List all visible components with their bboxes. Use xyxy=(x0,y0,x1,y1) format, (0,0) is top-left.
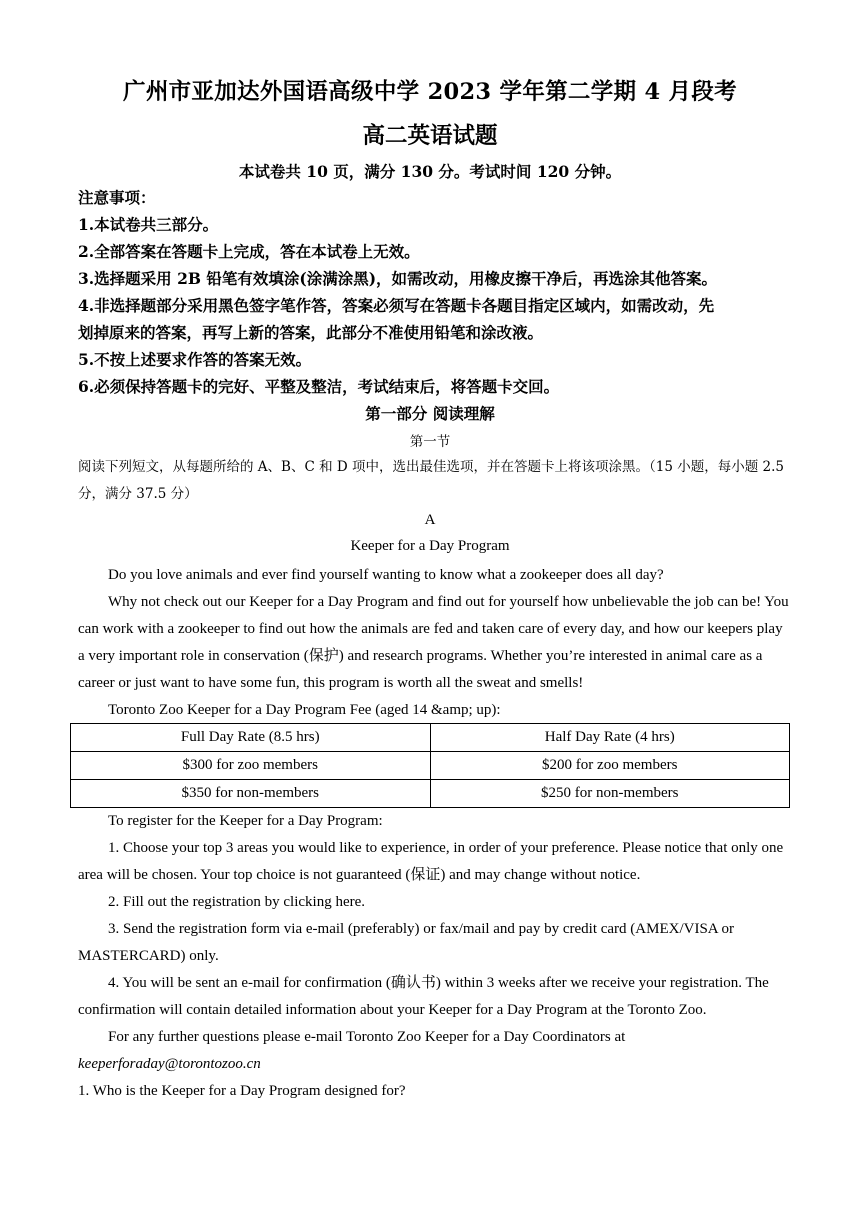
notes-heading: 注意事项： xyxy=(78,188,156,207)
note-item: 6.必须保持答题卡的完好、平整及整洁，考试结束后，将答题卡交回。 xyxy=(78,377,560,396)
table-cell: $300 for zoo members xyxy=(71,752,431,780)
passage-title: Keeper for a Day Program xyxy=(350,538,510,554)
table-cell: $350 for non-members xyxy=(71,780,431,808)
exam-title: 广州市亚加达外国语高级中学 2023 学年第二学期 4 月段考 xyxy=(123,79,737,105)
contact-text: For any further questions please e-mail Toronto Zoo Keeper for a Day Coordinators at xyxy=(108,1029,626,1045)
register-step: 1. Choose your top 3 areas you would like to experience, in order of your preference. Please notice that only one area will be chosen. Your top choice is not guaranteed (保证) and may change without notice. xyxy=(78,840,784,883)
register-step: 3. Send the registration form via e-mail (preferably) or fax/mail and pay by credit card (AMEX/VISA or MASTERCARD) only. xyxy=(78,921,735,964)
note-item: 划掉原来的答案，再写上新的答案，此部分不准使用铅笔和涂改液。 xyxy=(78,323,544,342)
section-instruction: 阅读下列短文，从每题所给的 A、B、C 和 D 项中，选出最佳选项，并在答题卡上将该项涂黑。（15 小题，每小题 2.5 分，满分 37.5 分） xyxy=(78,459,784,502)
table-cell: $250 for non-members xyxy=(430,780,790,808)
table-row xyxy=(71,724,790,752)
note-item: 3.选择题采用 2B 铅笔有效填涂(涂满涂黑)，如需改动，用橡皮擦干净后，再选涂其他答案。 xyxy=(78,269,718,288)
passage-paragraph: Do you love animals and ever find yourself wanting to know what a zookeeper does all day? xyxy=(108,567,664,583)
note-item: 4.非选择题部分采用黑色签字笔作答，答案必须写在答题卡各题目指定区域内，如需改动，先 xyxy=(78,296,715,315)
table-header-cell: Full Day Rate (8.5 hrs) xyxy=(71,724,431,752)
note-item: 1.本试卷共三部分。 xyxy=(78,215,219,234)
passage-letter: A xyxy=(424,512,436,528)
table-row xyxy=(71,780,790,808)
exam-info: 本试卷共 10 页，满分 130 分。考试时间 120 分钟。 xyxy=(238,162,622,181)
registration-section xyxy=(78,808,790,1105)
register-heading: To register for the Keeper for a Day Program: xyxy=(108,813,383,829)
passage-paragraph: Why not check out our Keeper for a Day Program and find out for yourself how unbelievable the job can be! You can work with a zookeeper to find out how the animals are fed and taken care of every day, and how our keepers play a very important role in conservation (保护) and research programs. Whether you’re interested in animal care as a career or just want to have some fun, this program is worth all the sweat and smells! xyxy=(78,594,789,691)
table-header-cell: Half Day Rate (4 hrs) xyxy=(430,724,790,752)
exam-subtitle: 高二英语试题 xyxy=(362,123,498,149)
contact-email: keeperforaday@torontozoo.cn xyxy=(78,1056,261,1072)
register-step: 2. Fill out the registration by clicking here. xyxy=(108,894,366,910)
table-cell: $200 for zoo members xyxy=(430,752,790,780)
part-one-title: 第一部分 阅读理解 xyxy=(365,404,495,423)
register-step: 4. You will be sent an e-mail for confirmation (确认书) within 3 weeks after we receive your registration. The confirmation will contain detailed information about your Keeper for a Day Program at the Toronto Zoo. xyxy=(78,975,769,1018)
table-row xyxy=(71,752,790,780)
question: 1. Who is the Keeper for a Day Program designed for? xyxy=(78,1083,406,1099)
section-label: 第一节 xyxy=(409,434,451,450)
fee-caption: Toronto Zoo Keeper for a Day Program Fee (aged 14 &amp; up): xyxy=(108,702,501,718)
note-item: 5.不按上述要求作答的答案无效。 xyxy=(78,350,312,369)
passage-body xyxy=(78,562,790,724)
note-item: 2.全部答案在答题卡上完成，答在本试卷上无效。 xyxy=(78,242,420,261)
fee-table xyxy=(70,723,790,808)
notes-section xyxy=(78,184,788,400)
